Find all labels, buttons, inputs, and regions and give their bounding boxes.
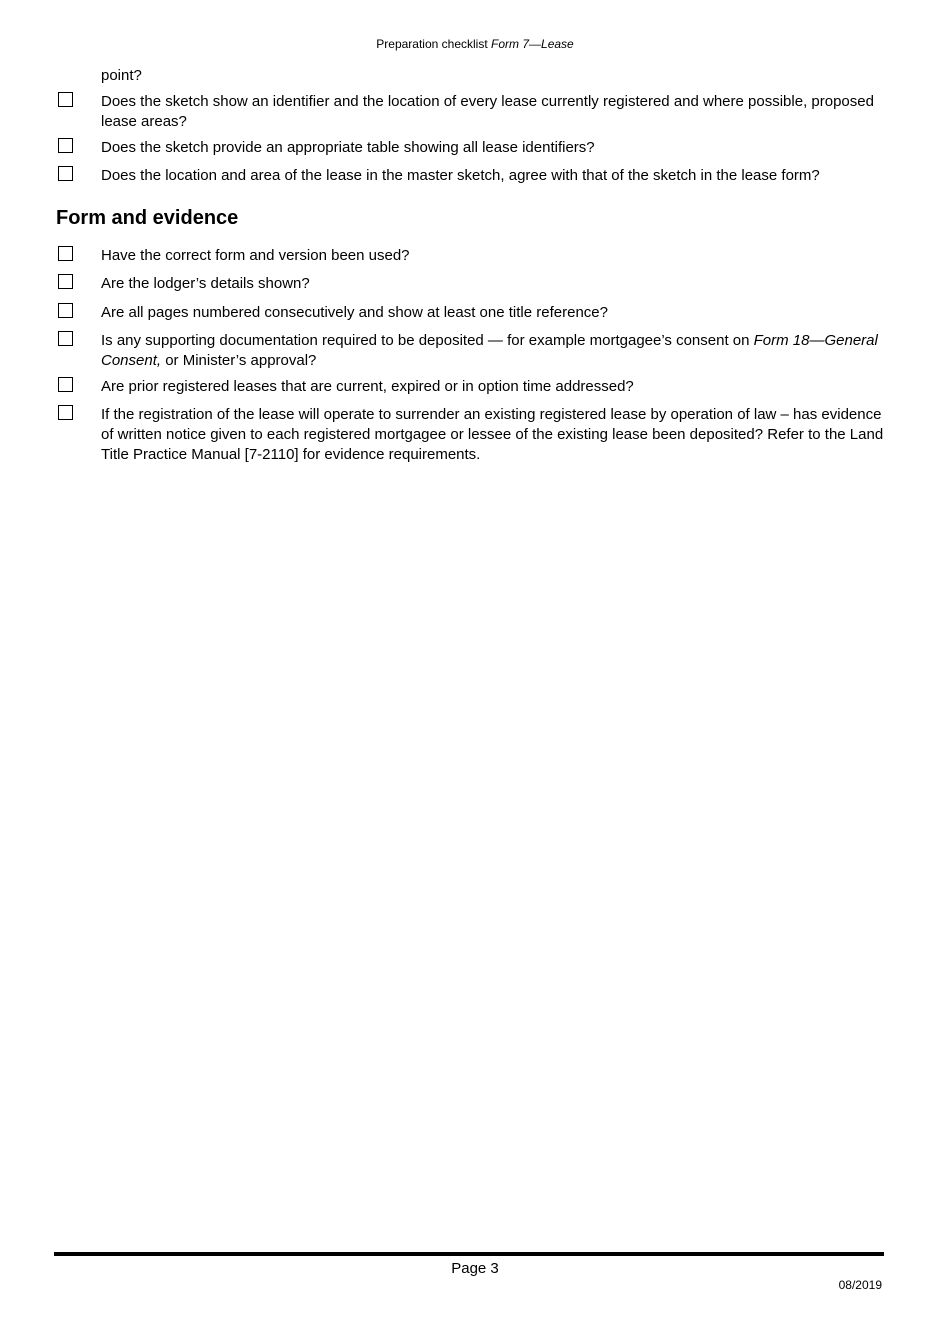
- checkbox[interactable]: [58, 166, 73, 181]
- form-reference: Form 18—General Consent,: [101, 332, 878, 369]
- checkbox[interactable]: [58, 303, 73, 318]
- checkbox[interactable]: [58, 246, 73, 261]
- supporting-text-after: or Minister’s approval?: [161, 352, 317, 369]
- page-number: Page 3: [451, 1260, 499, 1277]
- header-form-title: Form 7—Lease: [491, 37, 574, 51]
- footer-date: 08/2019: [838, 1278, 882, 1292]
- checklist-item-text: Are the lodger’s details shown?: [101, 275, 310, 292]
- checklist-item-text: Does the sketch provide an appropriate table showing all lease identifiers?: [101, 139, 595, 156]
- checkbox[interactable]: [58, 274, 73, 289]
- checkbox[interactable]: [58, 377, 73, 392]
- checklist-item-text: Does the sketch show an identifier and the location of every lease currently registered and where possible, proposed lease areas?: [101, 93, 874, 130]
- checklist-item-text: point?: [101, 67, 142, 84]
- supporting-text-before: Is any supporting documentation required to be deposited — for example mortgagee’s consent on: [101, 332, 754, 349]
- page-header: [0, 37, 950, 52]
- footer-rule: [54, 1252, 884, 1256]
- header-prefix: Preparation checklist: [376, 37, 492, 51]
- checklist-item-text: [101, 331, 891, 371]
- checklist-item-text: Are prior registered leases that are current, expired or in option time addressed?: [101, 378, 634, 395]
- checkbox[interactable]: [58, 405, 73, 420]
- checkbox[interactable]: [58, 331, 73, 346]
- checklist-item-text: Are all pages numbered consecutively and show at least one title reference?: [101, 304, 608, 321]
- section-heading: Form and evidence: [56, 207, 239, 229]
- checkbox[interactable]: [58, 138, 73, 153]
- checklist-item-text: Does the location and area of the lease in the master sketch, agree with that of the sketch in the lease form?: [101, 167, 820, 184]
- checkbox[interactable]: [58, 92, 73, 107]
- checklist-item-text: If the registration of the lease will operate to surrender an existing registered lease by operation of law – has evidence of written notice given to each registered mortgagee or lessee of the existing lease been deposited? Refer to the Land Title Practice Manual [7-2110] for evidence requirements.: [101, 406, 884, 463]
- checklist-item-text: Have the correct form and version been used?: [101, 247, 410, 264]
